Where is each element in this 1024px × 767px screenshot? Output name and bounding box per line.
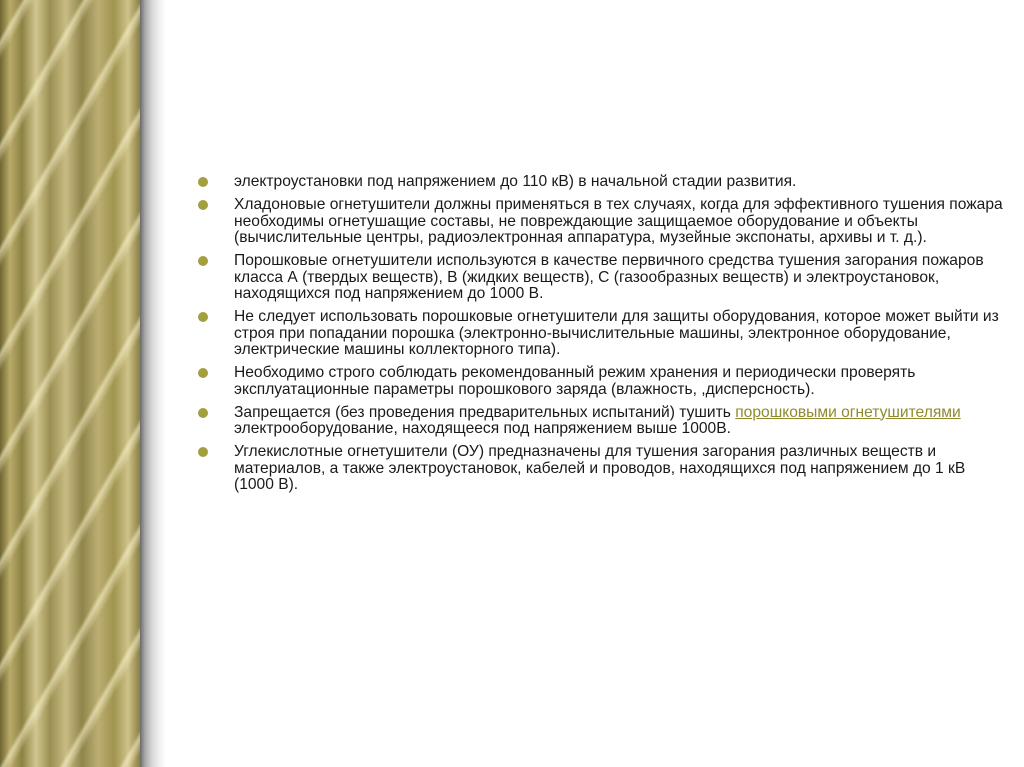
border-shadow-edge [140, 0, 166, 767]
list-item [196, 309, 1008, 359]
list-item [196, 253, 1008, 303]
bullet-text-after-link: электрооборудование, находящееся под напряжением выше 1000В. [234, 420, 731, 437]
bullet-text: Углекислотные огнетушители (ОУ) предназначены для тушения загорания различных веществ и материалов, а также электроустановок, кабелей и проводов, находящихся под напряжением до 1 кВ (1000 В). [234, 443, 966, 493]
decorative-gold-border [0, 0, 140, 767]
list-item [196, 365, 1008, 398]
bullet-text: Необходимо строго соблюдать рекомендованный режим хранения и периодически проверять эксплуатационные параметры порошкового заряда (влажность, ,дисперсность). [234, 364, 916, 398]
bullet-dot-icon [198, 256, 208, 266]
bullet-dot-icon [198, 200, 208, 210]
bullet-list [196, 174, 1008, 494]
slide-content [196, 174, 1008, 500]
bullet-dot-icon [198, 368, 208, 378]
bullet-dot-icon [198, 447, 208, 457]
bullet-text: Порошковые огнетушители используются в качестве первичного средства тушения загорания пожаров класса А (твердых веществ), В (жидких веществ), С (газообразных веществ) и электроустановок, находящихся под напряжением до 1000 В. [234, 252, 984, 302]
bullet-dot-icon [198, 312, 208, 322]
list-item [196, 444, 1008, 494]
bullet-text: электроустановки под напряжением до 110 кВ) в начальной стадии развития. [234, 173, 797, 190]
list-item [196, 197, 1008, 247]
powder-extinguishers-link[interactable]: порошковыми огнетушителями [735, 403, 961, 421]
bullet-dot-icon [198, 177, 208, 187]
bullet-text: Не следует использовать порошковые огнетушители для защиты оборудования, которое может выйти из строя при попадании порошка (электронно-вычислительные машины, электронное оборудование, электрические машины коллекторного типа). [234, 308, 999, 358]
list-item [196, 405, 1008, 438]
bullet-text-before-link: Запрещается (без проведения предварительных испытаний) тушить [234, 403, 736, 421]
bullet-text: Хладоновые огнетушители должны применяться в тех случаях, когда для эффективного тушения пожара необходимы огнетушащие составы, не повреждающие защищаемое оборудование и объекты (вычислительные центры, радиоэлектронная аппаратура, музейные экспонаты, архивы и т. д.). [234, 196, 1003, 246]
bullet-dot-icon [198, 408, 208, 418]
list-item [196, 174, 1008, 191]
